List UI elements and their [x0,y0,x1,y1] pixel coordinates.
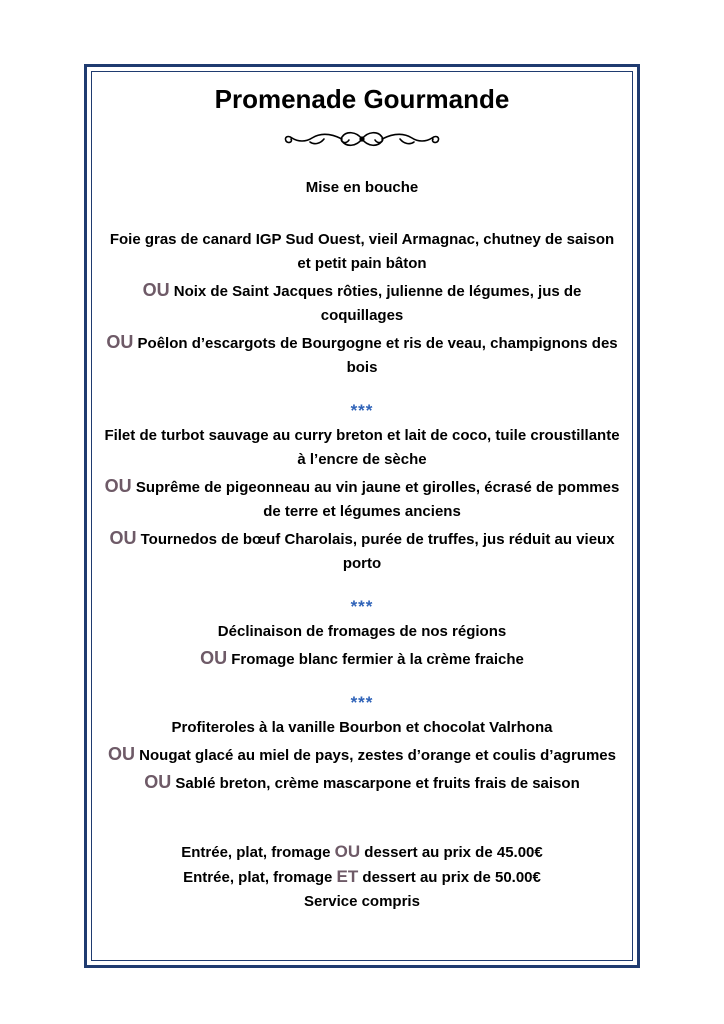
or-label: OU [144,772,172,792]
item-text: Suprême de pigeonneau au vin jaune et girolles, écrasé de pommes de terre et légumes anciens [131,479,620,520]
menu-item [102,424,622,472]
or-label: OU [108,744,135,764]
or-label: OU [334,842,361,861]
price-text: dessert au prix de 45.00€ [360,844,543,861]
menu-item [102,770,622,796]
price-section [94,840,630,914]
item-text: Filet de turbot sauvage au curry breton et lait de coco, tuile croustillante à l’encre de sèche [104,427,620,468]
menu-item [102,742,622,768]
item-text: Tournedos de bœuf Charolais, purée de truffes, jus réduit au vieux porto [136,531,615,572]
item-text: Fromage blanc fermier à la crème fraiche [227,651,524,668]
or-label: OU [104,476,132,496]
starters-section [94,228,630,380]
course-separator: *** [350,401,374,420]
menu-item [102,330,622,380]
menu-item [102,526,622,576]
menu-item [102,474,622,524]
and-label: ET [336,867,359,886]
item-text: Nougat glacé au miel de pays, zestes d’orange et coulis d’agrumes [135,747,616,764]
item-text: Poêlon d’escargots de Bourgogne et ris de veau, champignons des bois [133,335,618,376]
price-text: Entrée, plat, fromage [181,844,335,861]
desserts-section [94,716,630,796]
cheese-section [94,620,630,672]
menu-title: Promenade Gourmande [214,84,510,114]
or-label: OU [142,280,170,300]
menu-item [102,620,622,644]
or-label: OU [200,648,228,668]
price-line-with-dessert [94,865,630,890]
service-note: Service compris [304,893,420,910]
item-text: Sablé breton, crème mascarpone et fruits frais de saison [171,775,580,792]
or-label: OU [106,332,134,352]
menu-item [102,646,622,672]
menu-item [102,716,622,740]
price-text: Entrée, plat, fromage [183,869,337,886]
menu-item [102,278,622,328]
price-line-without-dessert [94,840,630,865]
item-text: Noix de Saint Jacques rôties, julienne de légumes, jus de coquillages [169,283,582,324]
mains-section [94,424,630,576]
menu-item [102,228,622,276]
scroll-ornament-icon [280,128,444,150]
menu-content [94,70,630,914]
amuse-bouche-label: Mise en bouche [305,179,419,196]
course-separator: *** [350,693,374,712]
price-text: dessert au prix de 50.00€ [358,869,541,886]
item-text: Déclinaison de fromages de nos régions [217,623,507,640]
item-text: Profiteroles à la vanille Bourbon et chocolat Valrhona [171,719,553,736]
item-text: Foie gras de canard IGP Sud Ouest, vieil Armagnac, chutney de saison et petit pain bâton [109,231,615,272]
or-label: OU [109,528,137,548]
course-separator: *** [350,597,374,616]
